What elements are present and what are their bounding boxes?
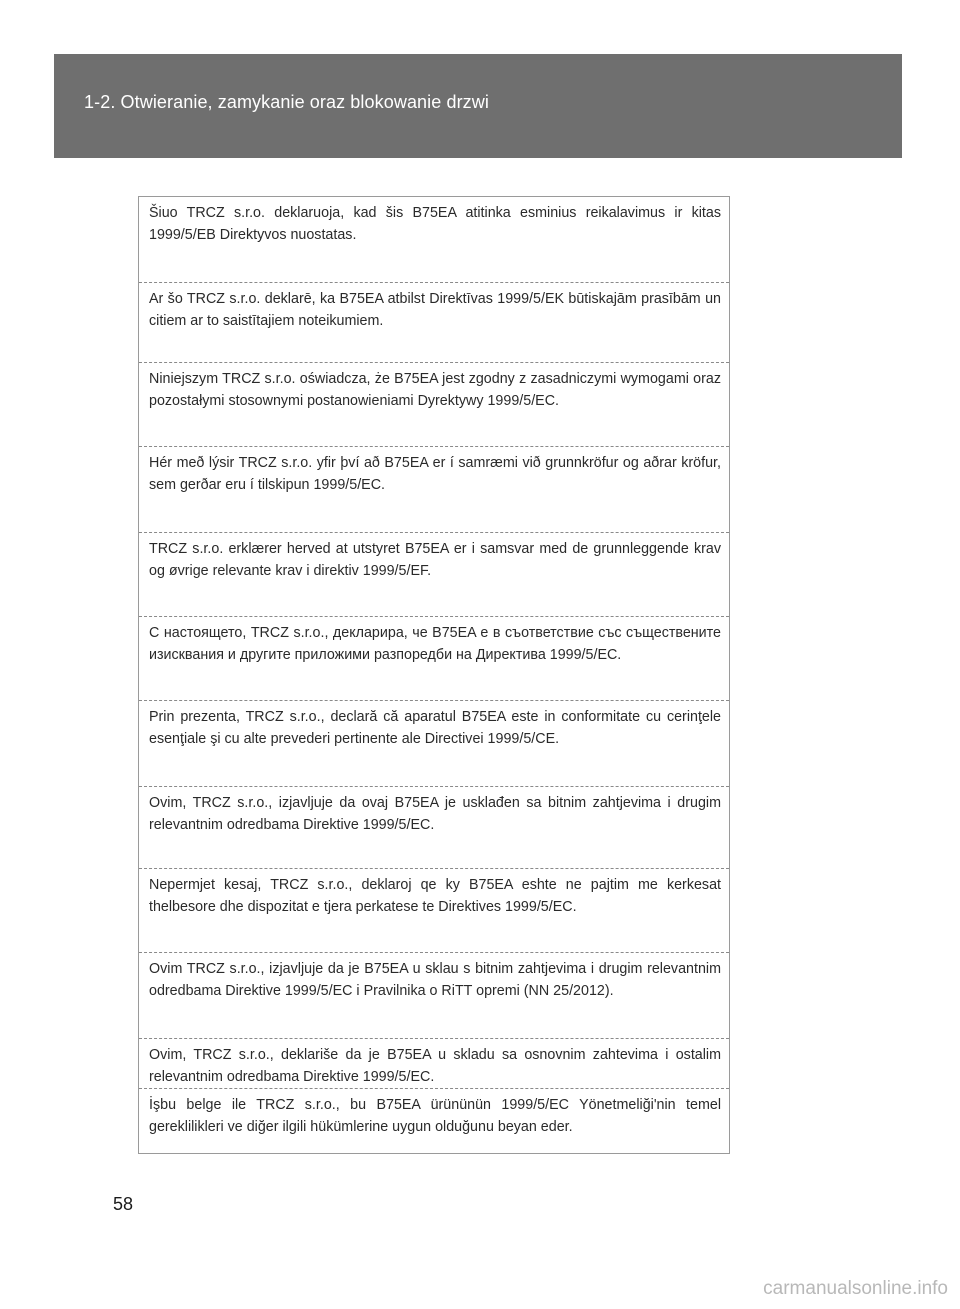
page-number: 58	[113, 1194, 134, 1214]
declaration-lithuanian: Šiuo TRCZ s.r.o. deklaruoja, kad šis B75EA atitinka esminius reikalavimus ir kitas 1999/5/EB Direktyvos nuostatas.	[139, 197, 729, 283]
section-title: 1-2. Otwieranie, zamykanie oraz blokowanie drzwi	[84, 92, 489, 112]
declaration-croatian: Ovim TRCZ s.r.o., izjavljuje da je B75EA u sklau s bitnim zahtjevima i drugim relevantnim odredbama Direktive 1999/5/EC i Pravilnika o RiTT opremi (NN 25/2012).	[139, 953, 729, 1039]
declaration-serbian: Ovim, TRCZ s.r.o., deklariše da je B75EA u skladu sa osnovnim zahtevima i ostalim relevantnim odredbama Direktive 1999/5/EC.	[139, 1039, 729, 1089]
declaration-latvian: Ar šo TRCZ s.r.o. deklarē, ka B75EA atbilst Direktīvas 1999/5/EK būtiskajām prasībām un citiem ar to saistītajiem noteikumiem.	[139, 283, 729, 363]
declarations-box	[138, 196, 730, 1154]
declaration-polish: Niniejszym TRCZ s.r.o. oświadcza, że B75EA jest zgodny z zasadniczymi wymogami oraz pozostałymi stosownymi postanowieniami Dyrektywy 1999/5/EC.	[139, 363, 729, 447]
site-watermark: carmanualsonline.info	[763, 1278, 948, 1299]
declaration-turkish: İşbu belge ile TRCZ s.r.o., bu B75EA ürününün 1999/5/EC Yönetmeliği'nin temel gereklilikleri ve diğer ilgili hükümlerine uygun olduğunu beyan eder.	[149, 1097, 721, 1135]
declaration-romanian: Prin prezenta, TRCZ s.r.o., declară că aparatul B75EA este in conformitate cu cerinţele esenţiale şi cu alte prevederi pertinente ale Directivei 1999/5/CE.	[139, 701, 729, 787]
declaration-albanian: Nepermjet kesaj, TRCZ s.r.o., deklaroj qe ky B75EA eshte ne pajtim me kerkesat thelbesore dhe dispozitat e tjera perkatese te Direktives 1999/5/EC.	[139, 869, 729, 953]
declaration-bulgarian: С настоящето, TRCZ s.r.o., декларира, че B75EA е в съответствие със съществените изисквания и другите приложими разпоредби на Директива 1999/5/EC.	[139, 617, 729, 701]
declaration-bosnian: Ovim, TRCZ s.r.o., izjavljuje da ovaj B75EA je usklađen sa bitnim zahtjevima i drugim relevantnim odredbama Direktive 1999/5/EC.	[139, 787, 729, 869]
declaration-norwegian: TRCZ s.r.o. erklærer herved at utstyret B75EA er i samsvar med de grunnleggende krav og øvrige relevante krav i direktiv 1999/5/EF.	[139, 533, 729, 617]
section-header	[54, 54, 902, 158]
declaration-icelandic: Hér með lýsir TRCZ s.r.o. yfir því að B75EA er í samræmi við grunnkröfur og aðrar kröfur, sem gerðar eru í tilskipun 1999/5/EC.	[139, 447, 729, 533]
